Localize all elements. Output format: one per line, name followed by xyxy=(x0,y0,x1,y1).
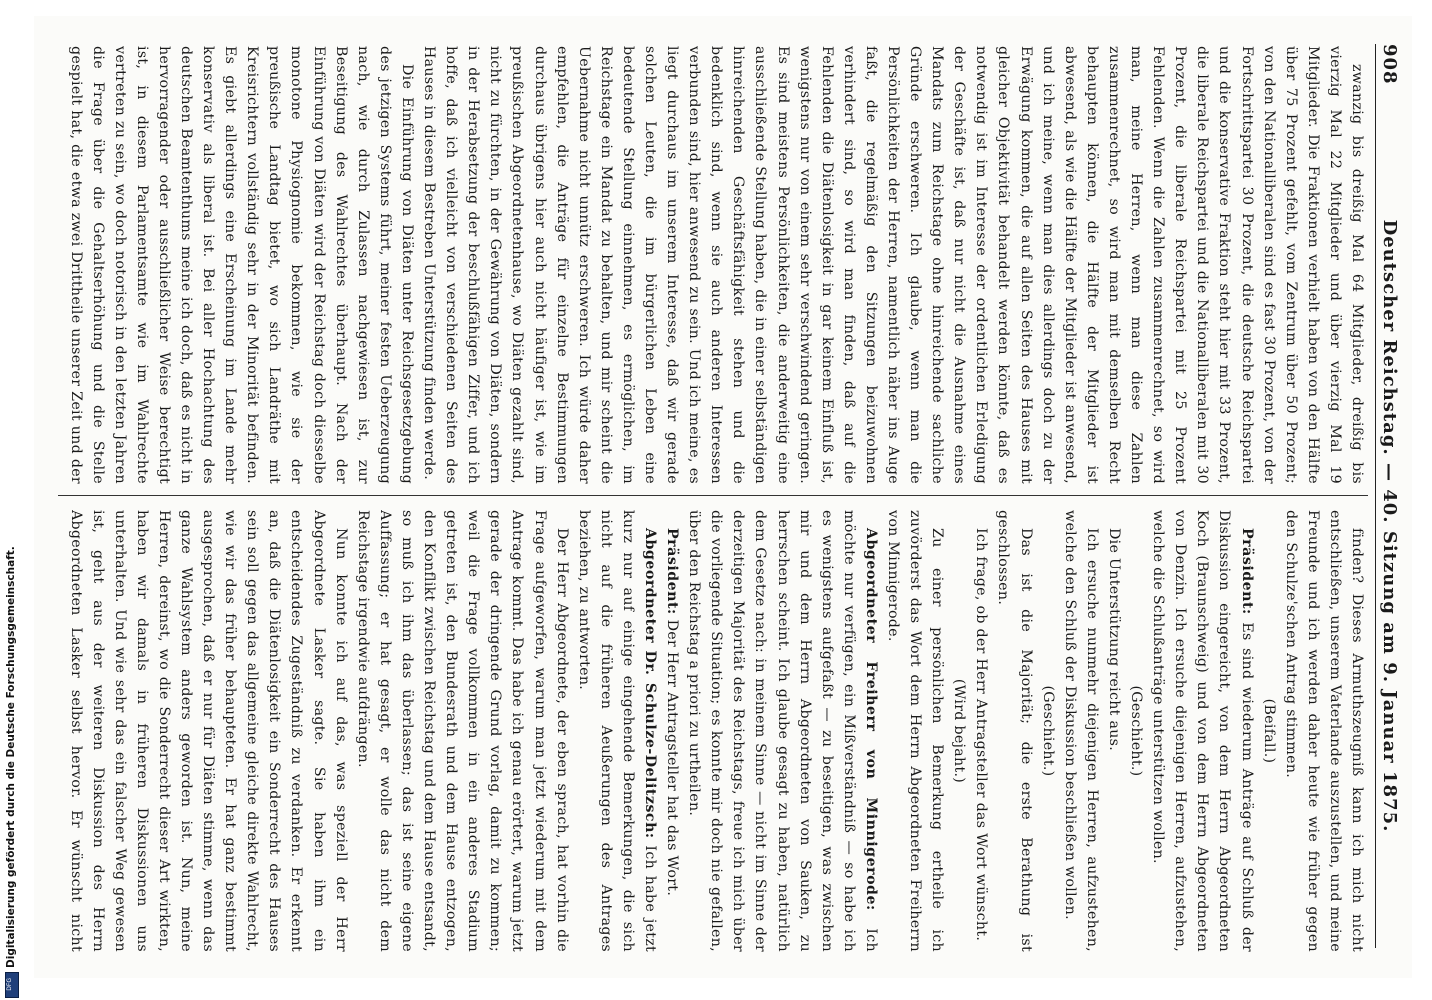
dfg-logo-text: DFG xyxy=(6,978,13,991)
body-paragraph: Die Einführung von Diäten unter Reichsgesetzgebung des jetzigen Systems führt, meiner festen Ueberzeugung nach, wie durch Zulassen nachgewiesen ist, zur Beseitigung des Wahlrechtes überhaupt. Nach der Einführung von Diäten wird der Reichstag doch diesselbe monotone Physiognomie bekommen, wie sie der preußische Landtag bietet, wo sich Landräthe mit Kreisrichtern vollständig sehr in der Minorität befinden. Es giebt allerdings eine Erscheinung im Lande mehr konservativ als liberal ist. Bei aller Hochachtung des deutschen Beamtenthums meine ich doch, daß es nicht in hervorragender oder ausschließlicher Weise berechtigt ist, in diesem Parlamentsamte wie im Wahlrechte vertreten zu sein, wo doch notorisch in den letzten Jahren die Frage über die Gehaltserhöhung und die Stelle gespielt hat, die etwa zwei Drittheile unserer Zeit und der xyxy=(68,46,415,484)
body-paragraph: Der Herr Abgeordnete, der eben sprach, hat vorhin die Frage aufgeworfen, warum man jetzt wiederum mit dem Antrage kommt. Das habe ich genau erörtert, warum jetzt gerade der dringende Grund vorlag, damit zu kommen; weil die Frage vollkommen in ein anderes Stadium getreten ist, den Bundesrath und dem Hause entzogen, den Konflikt zwischen Reichstag und dem Hause entsandt, so muß ich ihm das überlassen; das ist seine eigene Auffassung; er hat gesagt, er wolle das nicht dem Reichstage irgendwie aufdrängen. xyxy=(354,510,570,952)
speaker-name: Abgeordneter Dr. Schulze-Delitzsch: xyxy=(642,528,658,839)
speech-text: Ich möchte nur verfügen, ein Mißverständniß — so habe ich es wenigstens aufgefaßt — zu beseitigen, was zwischen mir und dem Herrn Abgeordneten von Sauken, zu herrschen scheint. Ich glaube gesagt zu haben, natürlich dem Gesetze nach: in meinem Sinne — nicht im Sinne der derzeitigen Majorität des Reichstags, freue ich mich über die vorliegende Situation; es konnte mir doch nie gefallen, über den Reichstag a priori zu urtheilen. xyxy=(686,510,879,952)
stage-direction: (Beifall.) xyxy=(1260,698,1277,764)
stage-direction: (Wird bejaht.) xyxy=(951,678,968,784)
page-header xyxy=(1375,44,1404,948)
scan-credit-strip xyxy=(2,0,18,1000)
body-paragraph: zwanzig bis dreißig Mal 64 Mitglieder, dreißig bis vierzig Mal 22 Mitglieder und über vierzig Mal 19 Mitglieder. Die Fraktionen verhielt haben von den Hälfte über 75 Prozent gefehlt, vom Zentrum über 50 Prozent; von den Nationalliberalen sind es fast 30 Prozent, von der Fortschrittspartei 30 Prozent, die deutsche Reichspartei und die konservative Fraktion steht hier mit 33 Prozent, die liberale Reichspartei und die Nationalliberalen mit 30 Prozent, die liberale Reichspartei mit 25 Prozent Fehlenden. Wenn die Zahlen zusammenrechnet, so wird man, meine Herren, wenn man diese Zahlen zusammenrechnet, so wird man mit demselben Recht behaupten können, die Hälfte der Mitglieder ist abwesend, als wie die Hälfte der Mitglieder ist anwesend, und ich meine, wenn man dies allerdings doch zu der Erwägung kommen, die auf allen Seiten des Hauses mit gleicher Objektivität behandelt werden könnte, daß es notwendig ist im Interesse der ordentlichen Erledigung der Geschäfte ist, daß nur nicht die Ausnahme eines Mandats zum Reichstage ohne hinreichende sachliche Gründe erschweren. Ich glaube, wenn man die Persönlichkeiten der Herren, namentlich näher ins Auge faßt, die regelmäßig den Sitzungen beizuwohnen verhindert sind, so wird man finden, daß auf die Fehlenden die Diätenlosigkeit in gar keinem Einfluß ist, wenigstens nur von einem sehr verschwindend geringen. Es sind meistens Persönlichkeiten, die anderweitig eine ausschließende Stellung haben, die in einer selbständigen hinreichenden Geschäftsfähigkeit stehen und die bedenklich sind, wenn sie auch anderen Interessen verbunden sind, hier anwesend zu sein. Und ich meine, es liegt durchaus im unserem Interesse, daß wir gerade solchen Leuten, die im bürgerlichen Leben eine bedeutende Stellung einnehmen, es ermöglichen, im Reichstage ein Mandat zu behalten, und mir scheint die Uebernahme nicht unnütz erschweren. Ich würde daher empfehlen, die Anträge für einzelne Bestimmungen durchaus übrigens hier auch nicht häufiger ist, wie im preußischen Abgeordnetenhause, wo Diäten gezahlt sind, nicht zu fürchten, in der Gewährung von Diäten, sondern in der Herabsetzung der beschlußfähigen Ziffer, und ich hoffe, daß ich vielleicht von verschiedenen Seiten des Hauses in diesem Bestreben Unterstützung finden werde. xyxy=(421,46,1365,484)
stage-direction: (Geschieht.) xyxy=(1128,685,1145,777)
speaker-paragraph xyxy=(1147,510,1257,952)
body-paragraph: Das ist die Majorität; die erste Berathung ist geschlossen. xyxy=(995,510,1034,952)
left-text-column xyxy=(68,46,1368,484)
right-text-column xyxy=(68,510,1368,952)
body-paragraph: Nun konnte ich auf das, was speziell der Herr Abgeordnete Lasker sagte. Sie haben ihm ein entscheidendes Zugeständniß zu verdanken. Er erkennt an, daß die Diätenlosigkeit ein Sonderrecht des Hauses sein soll gegen das allgemeine gleiche direkte Wahlrecht, wie wir das früher behaupteten. Er hat ganz bestimmt ausgesprochen, daß er nur für Diäten stimme, wenn das ganze Wahlsystem anders geworden ist. Nun, meine Herren, dereinst, wo die Sonderrecht dieser Art wirkten, haben wir damals in früheren Diskussionen uns unterhalten. Und wie sehr das ein falscher Weg gewesen ist, geht aus der weiteren Diskussion des Herrn Abgeordneten Lasker selbst hervor. Er wünscht nicht xyxy=(68,510,349,952)
speech-text: Ich habe jetzt kurz nur auf einige eingehende Bemerkungen, die sich nicht auf die früheren Aeußerungen des Antrages beziehen, zu antworten. xyxy=(575,510,658,952)
speaker-name: Präsident: xyxy=(664,528,681,615)
scan-credit-text: Digitalisierung gefördert durch die Deutsche Forschungsgemeinschaft. xyxy=(5,546,17,968)
speaker-name: Abgeordneter Freiherr von Minnigerode: xyxy=(862,528,879,911)
body-paragraph: finden? Dieses Armuthszeugniß kann ich mich nicht entschließen, unserem Vaterlande auszustellen, und meine Freunde und ich werden daher heute wie früher gegen den Schulze'schen Antrag stimmen. xyxy=(1282,510,1365,952)
page-number: 908 xyxy=(1379,44,1401,85)
dfg-logo xyxy=(5,972,19,998)
body-paragraph: Zu einer persönlichen Bemerkung ertheile ich zuvörderst das Wort dem Herrn Abgeordneten Freiherrn von Minnigerode. xyxy=(885,510,946,952)
stage-direction: (Geschieht.) xyxy=(1039,685,1056,777)
column-divider xyxy=(58,495,1368,496)
speech-text: Der Herr Antragsteller hat das Wort. xyxy=(664,619,681,897)
speaker-name: Präsident: xyxy=(1238,528,1255,615)
body-paragraph: Die Unterstützung reicht aus. xyxy=(1105,528,1122,752)
scanned-document-page xyxy=(34,16,1412,978)
running-title: Deutscher Reichstag. — 40. Sitzung am 9. Januar 1875. xyxy=(1379,219,1401,833)
speaker-paragraph xyxy=(683,510,882,952)
body-paragraph: Ich ersuche nunmehr diejenigen Herren, aufzustehen, welche den Schluß der Diskussion beschließen wollen. xyxy=(1061,510,1100,952)
body-paragraph: Ich frage, ob der Herr Antragsteller das Wort wünscht. xyxy=(973,528,990,942)
speaker-paragraph xyxy=(573,510,661,952)
speaker-paragraph xyxy=(661,510,683,952)
speech-text: Es sind wiederum Anträge auf Schluß der Diskussion eingereicht, von dem Herrn Abgeordneten Koch (Braunschweig) und von dem Herrn Abgeordneten von Denzin. Ich ersuche diejenigen Herren, aufzustehen, welche die Schlußanträge unterstützen wollen. xyxy=(1150,510,1255,952)
